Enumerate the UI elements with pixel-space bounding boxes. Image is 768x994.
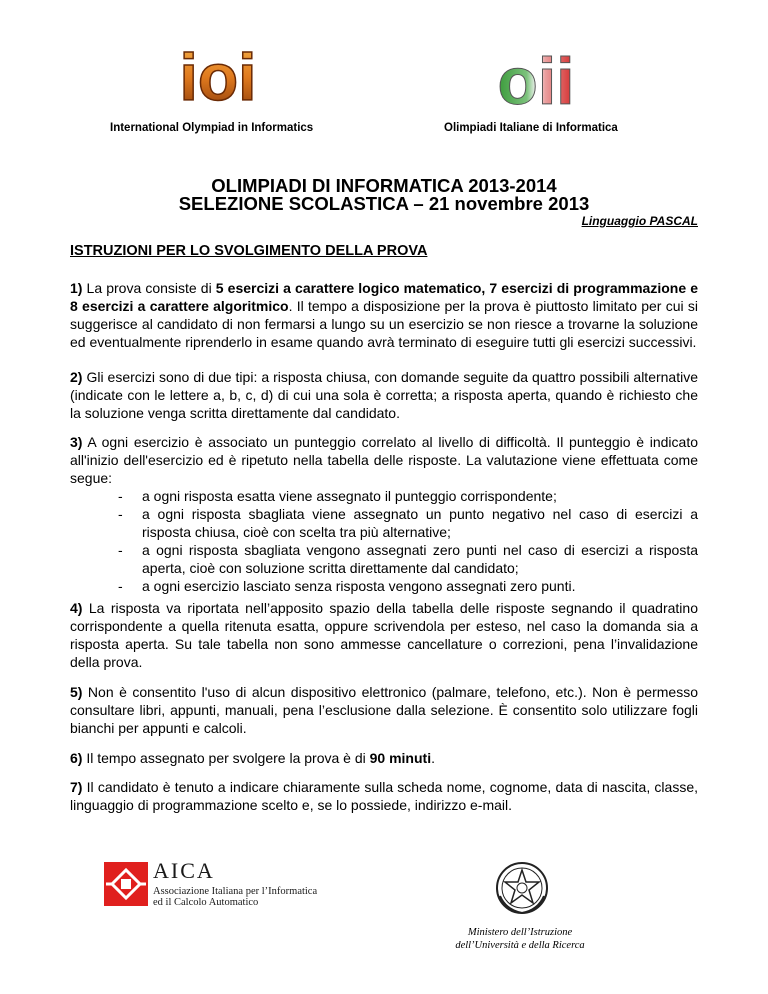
instruction-1 xyxy=(70,279,698,351)
ioi-logo-text: ioi xyxy=(179,44,257,110)
instruction-5-number: 5) xyxy=(70,684,83,700)
miur-caption xyxy=(400,926,640,952)
document-title: OLIMPIADI DI INFORMATICA 2013-2014 xyxy=(211,175,557,196)
instruction-1-text-bold: 5 esercizi a carattere logico matematico, 7 esercizi di programmazione e 8 esercizi a carattere algoritmico xyxy=(70,280,698,314)
instruction-6-text-a: Il tempo assegnato per svolgere la prova è di xyxy=(82,750,370,766)
instruction-6-text-c: . xyxy=(431,750,435,766)
aica-description-line1: Associazione Italiana per l’Informatica xyxy=(153,886,318,897)
instruction-5 xyxy=(70,683,698,737)
instruction-2 xyxy=(70,368,698,422)
list-item: - a ogni risposta sbagliata vengono assegnati zero punti nel caso di esercizi a risposta aperta, cioè con soluzione scritta direttamente dal candidato; xyxy=(70,541,698,577)
instruction-4 xyxy=(70,599,698,671)
scoring-list xyxy=(70,487,698,595)
oii-logo-text: oii xyxy=(497,44,575,114)
miur-caption-line2: dell’Università e della Ricerca xyxy=(455,940,585,951)
instruction-3-number: 3) xyxy=(70,434,83,450)
ioi-logo xyxy=(163,44,273,110)
instruction-5-text: Non è consentito l'uso di alcun dispositivo elettronico (palmare, telefono, etc.). Non è permesso consultare libri, appunti, manuali, pena l’esclusione dalla selezione. È consentito solo utilizzare fogli bianchi per appunti e calcoli. xyxy=(70,684,698,736)
instruction-6-number: 6) xyxy=(70,750,83,766)
oii-caption: Olimpiadi Italiane di Informatica xyxy=(444,122,618,134)
instruction-1-text-c: . Il tempo a disposizione per la prova è piuttosto limitato per cui si suggerisce al candidato di non fermarsi a lungo su un esercizio se non riesce a trovarne la soluzione ed eventualmente riprenderlo in esame quando avrà terminato di eseguire tutti gli esercizi successivi. xyxy=(70,298,698,350)
aica-name: AICA xyxy=(153,858,215,883)
list-item: - a ogni risposta sbagliata viene assegnato un punto negativo nel caso di esercizi a risposta chiusa, cioè con scelta tra più alternative; xyxy=(70,505,698,541)
instruction-6-time: 90 minuti xyxy=(369,750,432,766)
list-item: - a ogni esercizio lasciato senza risposta vengono assegnati zero punti. xyxy=(70,577,698,595)
instruction-2-number: 2) xyxy=(70,369,83,385)
instructions-heading: ISTRUZIONI PER LO SVOLGIMENTO DELLA PROVA xyxy=(70,243,428,259)
instruction-7-text: Il candidato è tenuto a indicare chiaramente sulla scheda nome, cognome, data di nascita, classe, linguaggio di programmazione scelto e, se lo possiede, indirizzo e-mail. xyxy=(70,779,698,813)
instruction-4-text: La risposta va riportata nell’apposito spazio della tabella delle risposte segnando il quadratino corrispondente a quella ritenuta esatta, oppure scrivendola per esteso, nel caso la domanda sia a risposta aperta. Su tale tabella non sono ammesse cancellature o correzioni, pena l’invalidazione della prova. xyxy=(70,600,698,670)
aica-logo-icon xyxy=(104,862,148,906)
instruction-1-number: 1) xyxy=(70,280,83,296)
language-label: Linguaggio PASCAL xyxy=(581,214,698,228)
instruction-2-text: Gli esercizi sono di due tipi: a risposta chiusa, con domande seguite da quattro possibili alternative (indicate con le lettere a, b, c, d) di cui una sola è corretta; a risposta aperta, quando è richiesto che la soluzione venga scritta direttamente dal candidato. xyxy=(70,369,698,421)
instruction-3 xyxy=(70,433,698,595)
instruction-3-text: A ogni esercizio è associato un punteggio correlato al livello di difficoltà. Il punteggio è indicato all'inizio dell'esercizio ed è ripetuto nella tabella delle risposte. La valutazione viene effettuata come segue: xyxy=(70,434,698,486)
ioi-caption: International Olympiad in Informatics xyxy=(110,122,314,134)
instruction-7-number: 7) xyxy=(70,779,83,795)
aica-description xyxy=(153,886,317,908)
instruction-6 xyxy=(70,749,698,767)
document-subtitle: SELEZIONE SCOLASTICA – 21 novembre 2013 xyxy=(178,193,590,214)
instruction-1-text-a: La prova consiste di xyxy=(82,280,216,296)
oii-logo xyxy=(480,44,592,114)
list-item: - a ogni risposta esatta viene assegnato il punteggio corrispondente; xyxy=(70,487,698,505)
aica-description-line2: ed il Calcolo Automatico xyxy=(153,897,259,908)
italian-republic-emblem-icon xyxy=(494,860,550,916)
instruction-4-number: 4) xyxy=(70,600,83,616)
instruction-7 xyxy=(70,778,698,814)
miur-caption-line1: Ministero dell’Istruzione xyxy=(467,927,573,938)
